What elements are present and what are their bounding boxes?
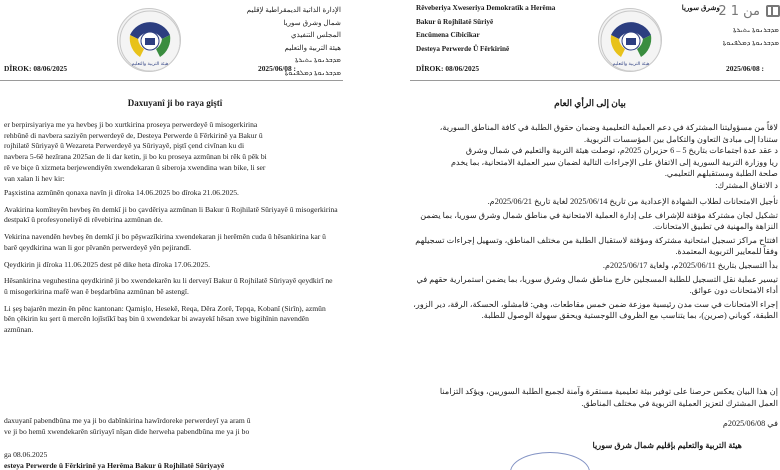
- header-line: ܡܕܒܪܢܘܬܐ ܝܬܝܪܬܐ: [295, 56, 341, 64]
- header-kurdish: [416, 2, 586, 56]
- text-line: د عقد عدة اجتماعات بتاريخ 5 – 6 حزيران 2025م، توصلت هيئة التربية والتعليم في شمال وشرق: [465, 146, 778, 156]
- list-item: تيسير عملية نقل التسجيل للطلبة المسجلين خارج مناطق شمال وشرق سوريا، بما يضمن استمرارية حقهم في أداء الامتحانات دون عوائق.: [416, 274, 778, 296]
- header-line: Bakur û Rojhilatê Sûriyê: [416, 17, 494, 26]
- document-page-arabic: [410, 0, 780, 470]
- header-line: الإدارة الذاتية الديمقراطية لإقليم شمال وشرق سوريا: [246, 6, 341, 27]
- header-line: المجلس التنفيذي: [290, 31, 341, 39]
- signature-line: esteya Perwerde û Fêrkirinê ya Herêma Bakur û Rojhilatê Sûriyayê: [4, 461, 225, 470]
- document-page-kurdish: [0, 0, 343, 470]
- header-line: وشرق سوريا: [681, 4, 720, 12]
- document-title: بيان إلى الرأي العام: [554, 98, 626, 108]
- arabic-date: 2025/06/08 :: [258, 64, 296, 73]
- text-line: صلحة الطلبة ومستقبلهم التعليمي.: [664, 169, 778, 179]
- document-title: Daxuyanî ji bo raya giştî: [127, 98, 223, 108]
- text-line: navbera 5-6ê hezîrana 2025an de li dar ketin, ji bo ku proseya azmûnan bi rêk û pêk bi: [4, 152, 267, 162]
- official-stamp: [510, 452, 590, 470]
- logo-caption: هيئة التربية والتعليم: [131, 62, 169, 67]
- list-item: بدأ التسجيل بتاريخ 2025/06/11م، ولغاية 2025/06/17م.: [602, 260, 778, 270]
- text-line: ريا ووزارة التربية السورية إلى الاتفاق على الإجراءات التالية لضمان سير العملية الامتحانية، بما يخدم: [450, 157, 778, 167]
- header-divider: [0, 80, 343, 81]
- header-line: ܡܕܒܪܢܘܬܐ ܕܡܠܦܢܘܬܐ: [284, 68, 341, 77]
- sign-date: ga 08.06.2025: [4, 450, 48, 459]
- list-item: Paşxistina azmûnên qonaxa navîn ji dîroka 14.06.2025 bo dîroka 21.06.2025.: [4, 188, 239, 197]
- arabic-date: 2025/06/08 :: [726, 64, 764, 73]
- item-list: [412, 196, 778, 324]
- header-line: ܡܕܒܪܢܘܬܐ ܝܬܝܪܬܐ: [733, 26, 779, 34]
- text-line: er berpirsiyariya me ya hevbeş ji bo xurtkirina proseya perwerdeyê û misogerkirina: [4, 120, 258, 129]
- header-line: ܡܕܒܪܢܘܬܐ ܕܡܠܦܢܘܬܐ: [722, 38, 779, 47]
- header-line: Desteya Perwerde Û Fêrkirinê: [416, 44, 510, 53]
- pages-icon[interactable]: [766, 5, 780, 17]
- page-gap: [343, 0, 410, 470]
- header-line: هيئة التربية والتعليم: [284, 43, 341, 52]
- header-line: Encûmena Cîbicîkar: [416, 31, 480, 39]
- signature-line: هيئة التربية والتعليم بإقليم شمال شرق سوريا: [592, 441, 742, 450]
- authority-logo: [117, 8, 181, 72]
- text-line: إن هذا البيان يعكس حرصنا على توفير بيئة تعليمية مستقرة وآمنة لجميع الطلبة السوريين، ويؤكد التزامنا: [439, 387, 778, 396]
- list-item: Avakirina komîteyên hevbeş ên demkî ji bo çavdêriya azmûnan li Bakur û Rojhilatê Sûriyayê û misogerkirina destpakî û profesyoneliyê di rêvebirina azmûnan de.: [4, 204, 338, 225]
- text-line: د الاتفاق المشترك:: [715, 180, 778, 190]
- page-counter: 2 من 1: [718, 3, 760, 19]
- ref-date: DÎROK: 08/06/2025: [416, 64, 480, 73]
- text-line: العمل المشترك لتعزيز العملية التربوية في مختلف المناطق.: [581, 398, 778, 408]
- authority-logo: [598, 8, 662, 72]
- list-item: افتتاح مراكز تسجيل امتحانية مشتركة ومؤقتة لاستقبال الطلبة من مختلف المناطق، وتسهيل إجراءات تسجيلهم وفقاً للمعايير التربوية المعتمدة.: [415, 235, 778, 257]
- text-line: daxuyanî pabendbûna me ya ji bo dabînkirina hawîrdoreke perwerdeyî ya aram û: [4, 416, 251, 425]
- list-item: Li şeş bajarên mezin ên pênc kantonan: Qamişlo, Hesekê, Reqa, Dêra Zorê, Tepqa, Kobanî (Sirîn), azmûn bên çêkirin ku şert û mercên lojîstîkî baş bin û xwendekar bi awayekî hêsan xwe bigihînin navendên azmûnan.: [4, 303, 326, 335]
- list-item: تشكيل لجان مشتركة مؤقتة للإشراف على إدارة العملية الامتحانية في مناطق شمال وشرق سوريا، بما يضمن النزاهة والمهنية في تطبيق الامتحانات.: [420, 210, 778, 232]
- text-line: ve ji bo hemû xwendekarên sûriyayî nîşan dide herweha pabendbûna me ya ji bo: [4, 426, 250, 436]
- item-list: [4, 188, 338, 342]
- header-divider: [410, 80, 780, 81]
- intro-paragraph: [4, 120, 342, 184]
- text-line: ستنادا إلى مبادئ التعاون والتكامل بين المؤسسات التربوية.: [583, 134, 778, 144]
- text-line: rê ve biçe û xizmeta berjewendiyên xwendekaran û siberoja xwendina wan bike, li ser: [4, 162, 266, 172]
- ref-date: DÎROK: 08/06/2025: [4, 64, 68, 73]
- list-item: إجراء الامتحانات في ست مدن رئيسية موزعة ضمن خمس مقاطعات، وهي: قامشلو، الحسكة، الرقة، دير الزور، الطبقة، كوباني (صرين)، بما يتناسب مع الظروف اللوجستية ويحقق سهولة الوصول للطلبة.: [413, 299, 778, 321]
- text-line: rojhilatê Sûriyayê û Wezareta Perwerdeyê ya Sûriyayê, piştî çend civînan ku di: [4, 141, 245, 151]
- list-item: تأجيل الامتحانات لطلاب الشهادة الإعدادية من تاريخ 2025/06/14 لغاية تاريخ 2025/06/21م.: [487, 197, 778, 206]
- list-item: Qeydkirin ji dîroka 11.06.2025 dest pê dike heta dîroka 17.06.2025.: [4, 259, 210, 269]
- closing-paragraph: [412, 386, 778, 409]
- list-item: Hêsankirina veguhestina qeydkirinê ji bo xwendekarên ku li derveyî Bakur û Rojhilatê Sûriyayê qeydkirî ne û misogerkirina mafê wan ê beşdarbûna azmûnan bê astengî.: [4, 276, 333, 296]
- sign-date: في 2025/06/08م: [722, 419, 778, 428]
- text-line: لاقاً من مسؤوليتنا المشتركة في دعم العملية التعليمية وضمان حقوق الطلبة في كافة المناطق السورية،: [439, 123, 778, 132]
- list-item: Vekirina navendên hevbeş ên demkî ji bo pêşwazîkirina xwendekaran ji herêmên cuda û hêsankirina kar û barê qeydkirina wan li gor pîvanên perwerdeyê yên pejirandî.: [4, 232, 326, 252]
- header-line: Rêveberiya Xweseriya Demokratîk a Herêma: [416, 4, 556, 12]
- header-arabic: [675, 24, 779, 49]
- logo-caption: هيئة التربية والتعليم: [612, 62, 650, 67]
- intro-paragraph: [412, 122, 778, 192]
- text-line: van xalan li hev kir:: [4, 173, 65, 183]
- page-indicator[interactable]: [714, 0, 780, 22]
- text-line: rehbûnê di navbera saziyên perwerdeyê de, Desteya Perwerde û Fêrkirinê ya Bakur û: [4, 130, 263, 140]
- closing-paragraph: [4, 416, 338, 437]
